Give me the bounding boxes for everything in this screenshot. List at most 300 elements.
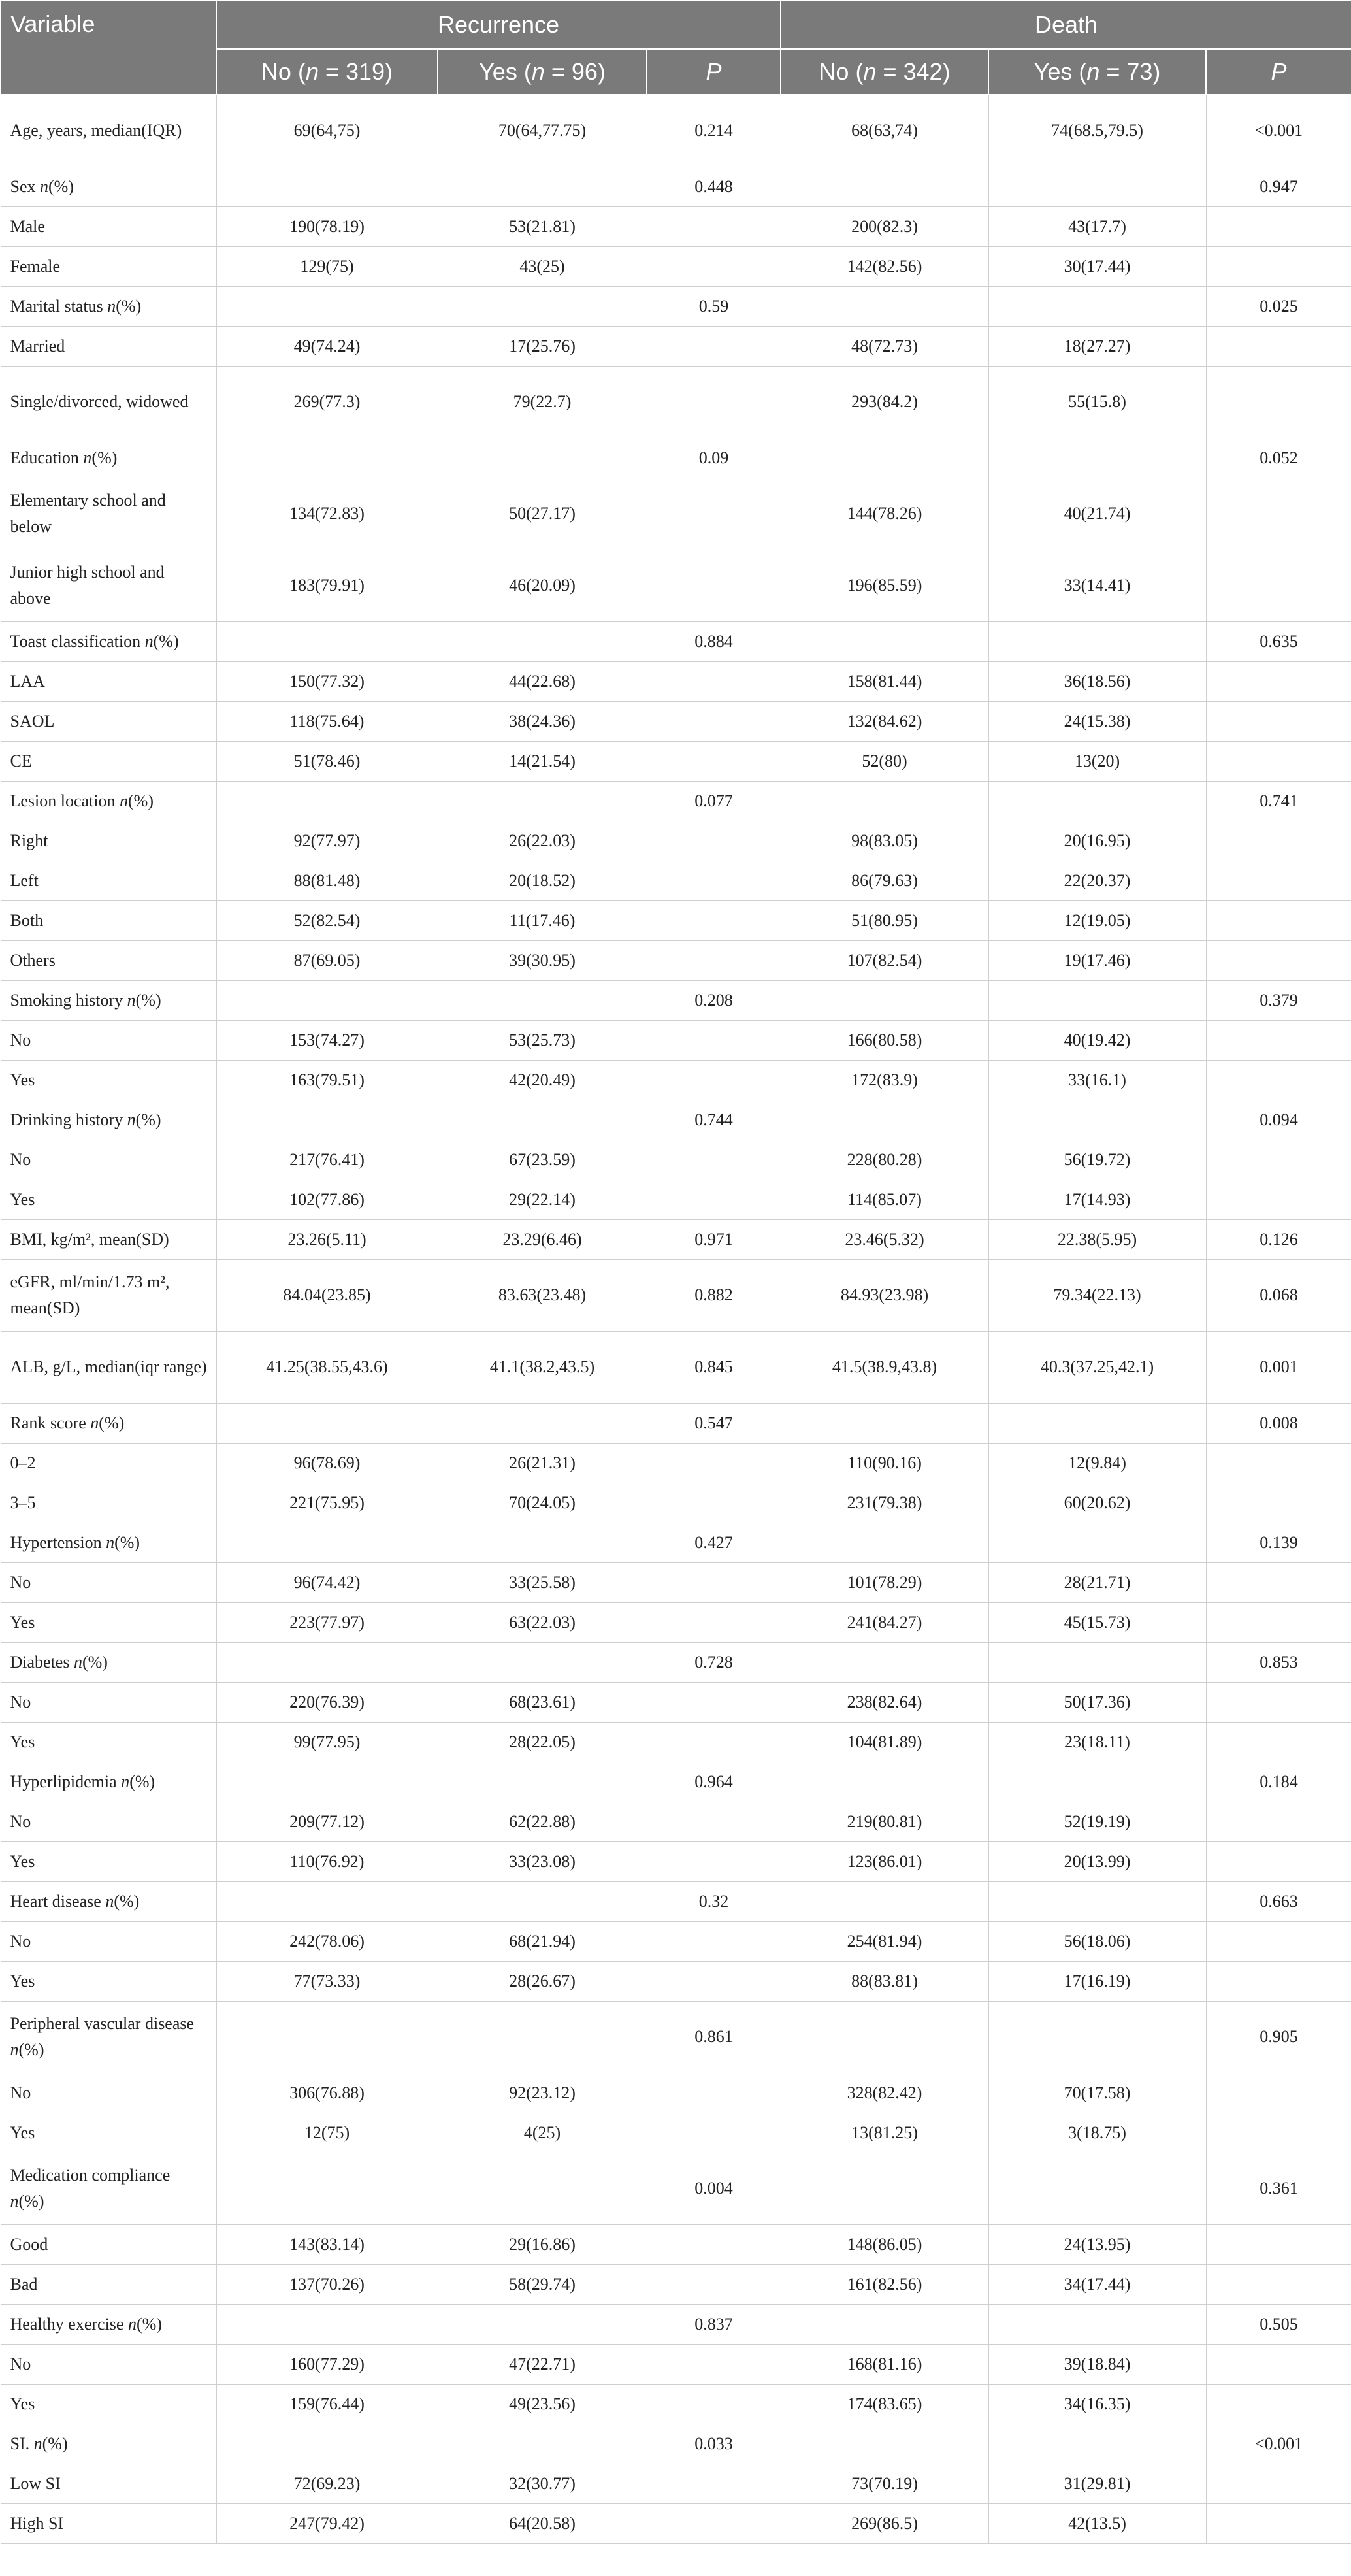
cell-rec-no bbox=[216, 2001, 438, 2073]
cell-rec-p: 0.728 bbox=[647, 1642, 781, 1682]
cell-death-p bbox=[1206, 821, 1351, 861]
cell-death-no bbox=[781, 1762, 988, 1802]
cell-death-p bbox=[1206, 2224, 1351, 2264]
cell-death-yes: 42(13.5) bbox=[988, 2503, 1206, 2543]
cell-death-yes bbox=[988, 438, 1206, 478]
cell-rec-yes: 49(23.56) bbox=[438, 2384, 647, 2424]
cell-rec-no: 160(77.29) bbox=[216, 2344, 438, 2384]
cell-death-yes: 20(16.95) bbox=[988, 821, 1206, 861]
table-row bbox=[1, 2073, 1351, 2113]
cell-rec-p: 0.547 bbox=[647, 1403, 781, 1443]
table-row bbox=[1, 286, 1351, 326]
cell-death-p bbox=[1206, 1682, 1351, 1722]
row-label: Drinking history n(%) bbox=[1, 1100, 216, 1140]
cell-death-no: 166(80.58) bbox=[781, 1020, 988, 1060]
row-label: No bbox=[1, 1562, 216, 1602]
cell-death-p bbox=[1206, 1443, 1351, 1483]
cell-death-p bbox=[1206, 1140, 1351, 1180]
cell-rec-p: 0.884 bbox=[647, 621, 781, 661]
row-label: eGFR, ml/min/1.73 m², mean(SD) bbox=[1, 1259, 216, 1331]
cell-death-p bbox=[1206, 661, 1351, 701]
cell-rec-no: 159(76.44) bbox=[216, 2384, 438, 2424]
cell-rec-no bbox=[216, 2304, 438, 2344]
cell-rec-p bbox=[647, 1602, 781, 1642]
table-row bbox=[1, 821, 1351, 861]
cell-death-yes bbox=[988, 621, 1206, 661]
cell-rec-no: 269(77.3) bbox=[216, 366, 438, 438]
cell-rec-p: 0.744 bbox=[647, 1100, 781, 1140]
table-row bbox=[1, 2264, 1351, 2304]
cell-rec-p bbox=[647, 821, 781, 861]
cell-rec-p: 0.861 bbox=[647, 2001, 781, 2073]
cell-death-p: 0.139 bbox=[1206, 1523, 1351, 1562]
cell-rec-no bbox=[216, 781, 438, 821]
cell-rec-yes: 62(22.88) bbox=[438, 1802, 647, 1841]
cell-rec-no: 163(79.51) bbox=[216, 1060, 438, 1100]
cell-death-no: 88(83.81) bbox=[781, 1961, 988, 2001]
cell-death-yes: 28(21.71) bbox=[988, 1562, 1206, 1602]
cell-death-yes: 34(17.44) bbox=[988, 2264, 1206, 2304]
cell-death-no: 73(70.19) bbox=[781, 2464, 988, 2503]
cell-death-p bbox=[1206, 1841, 1351, 1881]
row-label: LAA bbox=[1, 661, 216, 701]
row-label: No bbox=[1, 2344, 216, 2384]
cell-death-p bbox=[1206, 1921, 1351, 1961]
row-label: Yes bbox=[1, 1060, 216, 1100]
cell-rec-no: 137(70.26) bbox=[216, 2264, 438, 2304]
cell-rec-p bbox=[647, 900, 781, 940]
cell-death-p: 0.126 bbox=[1206, 1219, 1351, 1259]
cell-rec-p: 0.033 bbox=[647, 2424, 781, 2464]
cell-death-p bbox=[1206, 1602, 1351, 1642]
cell-death-no: 101(78.29) bbox=[781, 1562, 988, 1602]
row-label: Toast classification n(%) bbox=[1, 621, 216, 661]
cell-death-p bbox=[1206, 701, 1351, 741]
cell-death-no bbox=[781, 621, 988, 661]
cell-rec-p: 0.32 bbox=[647, 1881, 781, 1921]
cell-rec-no bbox=[216, 621, 438, 661]
header-rec-yes: Yes (n = 96) bbox=[438, 49, 647, 95]
cell-rec-no: 153(74.27) bbox=[216, 1020, 438, 1060]
table-body bbox=[1, 95, 1351, 2543]
row-label: Elementary school and below bbox=[1, 478, 216, 550]
cell-death-no bbox=[781, 1642, 988, 1682]
cell-rec-no: 87(69.05) bbox=[216, 940, 438, 980]
cell-rec-yes: 68(23.61) bbox=[438, 1682, 647, 1722]
row-label: Yes bbox=[1, 1961, 216, 2001]
cell-rec-p: 0.882 bbox=[647, 1259, 781, 1331]
cell-death-p bbox=[1206, 1562, 1351, 1602]
cell-rec-no: 51(78.46) bbox=[216, 741, 438, 781]
cell-rec-p bbox=[647, 2264, 781, 2304]
table-row bbox=[1, 1961, 1351, 2001]
row-label: Bad bbox=[1, 2264, 216, 2304]
cell-rec-yes bbox=[438, 167, 647, 206]
cell-death-no: 238(82.64) bbox=[781, 1682, 988, 1722]
cell-rec-p: 0.077 bbox=[647, 781, 781, 821]
cell-death-yes bbox=[988, 286, 1206, 326]
cell-rec-p bbox=[647, 1562, 781, 1602]
cell-death-yes: 22.38(5.95) bbox=[988, 1219, 1206, 1259]
cell-rec-no: 221(75.95) bbox=[216, 1483, 438, 1523]
cell-death-p bbox=[1206, 2264, 1351, 2304]
cell-rec-p bbox=[647, 701, 781, 741]
cell-death-p bbox=[1206, 940, 1351, 980]
cell-death-p bbox=[1206, 900, 1351, 940]
row-label: 3–5 bbox=[1, 1483, 216, 1523]
cell-rec-p: 0.09 bbox=[647, 438, 781, 478]
table-row bbox=[1, 95, 1351, 167]
cell-death-no: 98(83.05) bbox=[781, 821, 988, 861]
cell-death-p bbox=[1206, 366, 1351, 438]
cell-death-no bbox=[781, 438, 988, 478]
cell-death-no: 144(78.26) bbox=[781, 478, 988, 550]
cell-rec-p bbox=[647, 741, 781, 781]
row-label: Hypertension n(%) bbox=[1, 1523, 216, 1562]
cell-rec-yes bbox=[438, 286, 647, 326]
cell-rec-no: 118(75.64) bbox=[216, 701, 438, 741]
cell-rec-yes: 38(24.36) bbox=[438, 701, 647, 741]
cell-death-yes bbox=[988, 1523, 1206, 1562]
cell-rec-yes bbox=[438, 781, 647, 821]
table-row bbox=[1, 701, 1351, 741]
cell-death-yes: 56(19.72) bbox=[988, 1140, 1206, 1180]
cell-rec-p bbox=[647, 1443, 781, 1483]
cell-death-p: 0.853 bbox=[1206, 1642, 1351, 1682]
table-row bbox=[1, 781, 1351, 821]
cell-rec-yes: 58(29.74) bbox=[438, 2264, 647, 2304]
cell-rec-yes: 70(64,77.75) bbox=[438, 95, 647, 167]
cell-rec-no: 77(73.33) bbox=[216, 1961, 438, 2001]
cell-rec-p bbox=[647, 206, 781, 246]
cell-death-no bbox=[781, 1100, 988, 1140]
cell-death-p bbox=[1206, 326, 1351, 366]
cell-rec-p bbox=[647, 1140, 781, 1180]
cell-death-yes bbox=[988, 1762, 1206, 1802]
cell-rec-no: 23.26(5.11) bbox=[216, 1219, 438, 1259]
cell-death-p: 0.505 bbox=[1206, 2304, 1351, 2344]
cell-rec-yes bbox=[438, 2304, 647, 2344]
cell-rec-yes: 28(26.67) bbox=[438, 1961, 647, 2001]
row-label: Yes bbox=[1, 1722, 216, 1762]
cell-death-yes: 33(16.1) bbox=[988, 1060, 1206, 1100]
table-row bbox=[1, 2224, 1351, 2264]
cell-rec-yes: 92(23.12) bbox=[438, 2073, 647, 2113]
cell-rec-p bbox=[647, 478, 781, 550]
header-row-groups bbox=[1, 1, 1351, 49]
cell-rec-no: 49(74.24) bbox=[216, 326, 438, 366]
cell-death-p: 0.184 bbox=[1206, 1762, 1351, 1802]
cell-death-no: 219(80.81) bbox=[781, 1802, 988, 1841]
cell-death-no bbox=[781, 2304, 988, 2344]
cell-death-p bbox=[1206, 2344, 1351, 2384]
cell-rec-no bbox=[216, 1881, 438, 1921]
cell-rec-p bbox=[647, 1682, 781, 1722]
cell-death-p bbox=[1206, 2384, 1351, 2424]
cell-death-p: <0.001 bbox=[1206, 95, 1351, 167]
cell-rec-p: 0.971 bbox=[647, 1219, 781, 1259]
cell-death-no: 254(81.94) bbox=[781, 1921, 988, 1961]
cell-rec-no: 99(77.95) bbox=[216, 1722, 438, 1762]
cell-death-p: 0.379 bbox=[1206, 980, 1351, 1020]
cell-death-p bbox=[1206, 2073, 1351, 2113]
cell-death-yes: 18(27.27) bbox=[988, 326, 1206, 366]
cell-death-p bbox=[1206, 2464, 1351, 2503]
cell-death-yes bbox=[988, 2304, 1206, 2344]
cell-rec-no: 242(78.06) bbox=[216, 1921, 438, 1961]
cell-death-no: 13(81.25) bbox=[781, 2113, 988, 2153]
cell-rec-p: 0.004 bbox=[647, 2153, 781, 2224]
cell-rec-no bbox=[216, 2153, 438, 2224]
cell-death-yes bbox=[988, 1642, 1206, 1682]
cell-rec-p bbox=[647, 1921, 781, 1961]
cell-rec-p bbox=[647, 550, 781, 621]
cell-death-p: 0.008 bbox=[1206, 1403, 1351, 1443]
row-label: High SI bbox=[1, 2503, 216, 2543]
cell-death-no bbox=[781, 980, 988, 1020]
cell-rec-p bbox=[647, 2464, 781, 2503]
row-label: Rank score n(%) bbox=[1, 1403, 216, 1443]
table-row bbox=[1, 1562, 1351, 1602]
cell-death-p: 0.052 bbox=[1206, 438, 1351, 478]
cell-death-no: 23.46(5.32) bbox=[781, 1219, 988, 1259]
cell-rec-yes: 29(16.86) bbox=[438, 2224, 647, 2264]
cell-rec-no: 247(79.42) bbox=[216, 2503, 438, 2543]
cell-death-p: 0.947 bbox=[1206, 167, 1351, 206]
cell-death-no: 51(80.95) bbox=[781, 900, 988, 940]
cell-rec-yes: 53(25.73) bbox=[438, 1020, 647, 1060]
cell-rec-yes bbox=[438, 980, 647, 1020]
cell-rec-p bbox=[647, 2224, 781, 2264]
row-label: Sex n(%) bbox=[1, 167, 216, 206]
cell-rec-no: 41.25(38.55,43.6) bbox=[216, 1331, 438, 1403]
cell-death-no bbox=[781, 2424, 988, 2464]
cell-death-yes: 12(9.84) bbox=[988, 1443, 1206, 1483]
cell-rec-yes: 46(20.09) bbox=[438, 550, 647, 621]
cell-rec-yes bbox=[438, 2153, 647, 2224]
cell-death-no: 293(84.2) bbox=[781, 366, 988, 438]
row-label: Heart disease n(%) bbox=[1, 1881, 216, 1921]
table-row bbox=[1, 861, 1351, 900]
cell-rec-no: 52(82.54) bbox=[216, 900, 438, 940]
table-row bbox=[1, 900, 1351, 940]
cell-death-yes bbox=[988, 2424, 1206, 2464]
table-row bbox=[1, 1483, 1351, 1523]
cell-death-yes bbox=[988, 2001, 1206, 2073]
cell-rec-p bbox=[647, 1483, 781, 1523]
cell-rec-yes bbox=[438, 1762, 647, 1802]
cell-rec-p: 0.837 bbox=[647, 2304, 781, 2344]
row-label: Yes bbox=[1, 2113, 216, 2153]
cell-rec-no bbox=[216, 286, 438, 326]
cell-rec-no: 134(72.83) bbox=[216, 478, 438, 550]
cell-death-yes: 45(15.73) bbox=[988, 1602, 1206, 1642]
table-row bbox=[1, 1443, 1351, 1483]
cell-death-yes: 30(17.44) bbox=[988, 246, 1206, 286]
cell-rec-p: 0.208 bbox=[647, 980, 781, 1020]
cell-death-yes bbox=[988, 980, 1206, 1020]
row-label: SAOL bbox=[1, 701, 216, 741]
table-row bbox=[1, 621, 1351, 661]
header-rec-p: P bbox=[647, 49, 781, 95]
table-row bbox=[1, 478, 1351, 550]
cell-rec-yes bbox=[438, 1881, 647, 1921]
cell-death-yes: 12(19.05) bbox=[988, 900, 1206, 940]
cell-rec-p bbox=[647, 1802, 781, 1841]
table-row bbox=[1, 2001, 1351, 2073]
table-row bbox=[1, 1259, 1351, 1331]
row-label: Hyperlipidemia n(%) bbox=[1, 1762, 216, 1802]
cell-rec-yes: 64(20.58) bbox=[438, 2503, 647, 2543]
cell-rec-yes: 14(21.54) bbox=[438, 741, 647, 781]
cell-rec-p bbox=[647, 2113, 781, 2153]
cell-death-yes: 39(18.84) bbox=[988, 2344, 1206, 2384]
table-row bbox=[1, 1722, 1351, 1762]
cell-death-no: 84.93(23.98) bbox=[781, 1259, 988, 1331]
cell-death-yes: 74(68.5,79.5) bbox=[988, 95, 1206, 167]
row-label: Yes bbox=[1, 2384, 216, 2424]
table-row bbox=[1, 1219, 1351, 1259]
cell-death-yes bbox=[988, 1881, 1206, 1921]
cell-rec-yes: 68(21.94) bbox=[438, 1921, 647, 1961]
row-label: Low SI bbox=[1, 2464, 216, 2503]
row-label: CE bbox=[1, 741, 216, 781]
cell-rec-no bbox=[216, 980, 438, 1020]
cell-rec-no: 12(75) bbox=[216, 2113, 438, 2153]
cell-rec-p bbox=[647, 1060, 781, 1100]
cell-rec-yes: 33(23.08) bbox=[438, 1841, 647, 1881]
cell-death-yes: 56(18.06) bbox=[988, 1921, 1206, 1961]
row-label: Healthy exercise n(%) bbox=[1, 2304, 216, 2344]
cell-death-p: 0.905 bbox=[1206, 2001, 1351, 2073]
cell-rec-p bbox=[647, 1722, 781, 1762]
cell-death-yes: 55(15.8) bbox=[988, 366, 1206, 438]
cell-rec-p bbox=[647, 2503, 781, 2543]
header-recurrence: Recurrence bbox=[216, 1, 781, 49]
cell-death-p bbox=[1206, 246, 1351, 286]
table-row bbox=[1, 1020, 1351, 1060]
cell-death-no: 114(85.07) bbox=[781, 1180, 988, 1219]
table-row bbox=[1, 206, 1351, 246]
row-label: SI. n(%) bbox=[1, 2424, 216, 2464]
row-label: Female bbox=[1, 246, 216, 286]
table-row bbox=[1, 980, 1351, 1020]
cell-rec-p: 0.845 bbox=[647, 1331, 781, 1403]
cell-death-yes: 52(19.19) bbox=[988, 1802, 1206, 1841]
cell-death-no: 172(83.9) bbox=[781, 1060, 988, 1100]
table-row bbox=[1, 661, 1351, 701]
cell-death-yes: 24(13.95) bbox=[988, 2224, 1206, 2264]
cell-death-no: 132(84.62) bbox=[781, 701, 988, 741]
cell-rec-yes: 79(22.7) bbox=[438, 366, 647, 438]
cell-death-yes bbox=[988, 1100, 1206, 1140]
cell-rec-p bbox=[647, 2344, 781, 2384]
cell-death-p: 0.001 bbox=[1206, 1331, 1351, 1403]
cell-rec-p bbox=[647, 326, 781, 366]
cell-rec-no: 150(77.32) bbox=[216, 661, 438, 701]
cell-death-yes: 40.3(37.25,42.1) bbox=[988, 1331, 1206, 1403]
cell-death-yes: 50(17.36) bbox=[988, 1682, 1206, 1722]
row-label: Diabetes n(%) bbox=[1, 1642, 216, 1682]
cell-rec-yes: 70(24.05) bbox=[438, 1483, 647, 1523]
table-row bbox=[1, 1881, 1351, 1921]
cell-rec-no: 306(76.88) bbox=[216, 2073, 438, 2113]
row-label: Lesion location n(%) bbox=[1, 781, 216, 821]
cell-death-yes: 22(20.37) bbox=[988, 861, 1206, 900]
table-row bbox=[1, 2424, 1351, 2464]
cell-rec-yes bbox=[438, 2001, 647, 2073]
cell-rec-yes bbox=[438, 1523, 647, 1562]
cell-death-no: 107(82.54) bbox=[781, 940, 988, 980]
table-row bbox=[1, 1602, 1351, 1642]
cell-rec-no bbox=[216, 1403, 438, 1443]
cell-death-yes bbox=[988, 781, 1206, 821]
cell-death-p: 0.094 bbox=[1206, 1100, 1351, 1140]
cell-rec-yes: 44(22.68) bbox=[438, 661, 647, 701]
cell-rec-yes: 23.29(6.46) bbox=[438, 1219, 647, 1259]
row-label: Yes bbox=[1, 1602, 216, 1642]
row-label: Male bbox=[1, 206, 216, 246]
cell-rec-no: 72(69.23) bbox=[216, 2464, 438, 2503]
table-row bbox=[1, 1523, 1351, 1562]
cell-death-no: 68(63,74) bbox=[781, 95, 988, 167]
cell-rec-no: 183(79.91) bbox=[216, 550, 438, 621]
cell-rec-no: 110(76.92) bbox=[216, 1841, 438, 1881]
table-row bbox=[1, 1642, 1351, 1682]
header-rec-no: No (n = 319) bbox=[216, 49, 438, 95]
cell-death-p bbox=[1206, 1020, 1351, 1060]
table-row bbox=[1, 741, 1351, 781]
row-label: Yes bbox=[1, 1841, 216, 1881]
cell-rec-no: 129(75) bbox=[216, 246, 438, 286]
cell-death-yes: 17(16.19) bbox=[988, 1961, 1206, 2001]
cell-rec-p bbox=[647, 1180, 781, 1219]
cell-rec-yes bbox=[438, 1642, 647, 1682]
cell-death-no: 110(90.16) bbox=[781, 1443, 988, 1483]
table-row bbox=[1, 1140, 1351, 1180]
table-row bbox=[1, 550, 1351, 621]
table-row bbox=[1, 2344, 1351, 2384]
cell-rec-yes: 11(17.46) bbox=[438, 900, 647, 940]
cell-rec-yes: 29(22.14) bbox=[438, 1180, 647, 1219]
cell-death-p bbox=[1206, 1180, 1351, 1219]
cell-death-no: 241(84.27) bbox=[781, 1602, 988, 1642]
cell-rec-yes bbox=[438, 1403, 647, 1443]
row-label: Age, years, median(IQR) bbox=[1, 95, 216, 167]
cell-death-no bbox=[781, 2153, 988, 2224]
cell-death-yes: 20(13.99) bbox=[988, 1841, 1206, 1881]
table-row bbox=[1, 2464, 1351, 2503]
cell-death-p: 0.025 bbox=[1206, 286, 1351, 326]
cell-death-yes: 31(29.81) bbox=[988, 2464, 1206, 2503]
table-row bbox=[1, 1921, 1351, 1961]
row-label: Peripheral vascular disease n(%) bbox=[1, 2001, 216, 2073]
cell-rec-no bbox=[216, 1762, 438, 1802]
cell-rec-yes: 20(18.52) bbox=[438, 861, 647, 900]
row-label: Yes bbox=[1, 1180, 216, 1219]
cell-rec-yes bbox=[438, 2424, 647, 2464]
row-label: 0–2 bbox=[1, 1443, 216, 1483]
cell-rec-yes bbox=[438, 1100, 647, 1140]
cell-death-p bbox=[1206, 1060, 1351, 1100]
cell-death-yes: 24(15.38) bbox=[988, 701, 1206, 741]
cell-rec-yes: 39(30.95) bbox=[438, 940, 647, 980]
table-row bbox=[1, 1100, 1351, 1140]
cell-rec-no: 102(77.86) bbox=[216, 1180, 438, 1219]
row-label: Married bbox=[1, 326, 216, 366]
row-label: Junior high school and above bbox=[1, 550, 216, 621]
cell-death-p: 0.635 bbox=[1206, 621, 1351, 661]
